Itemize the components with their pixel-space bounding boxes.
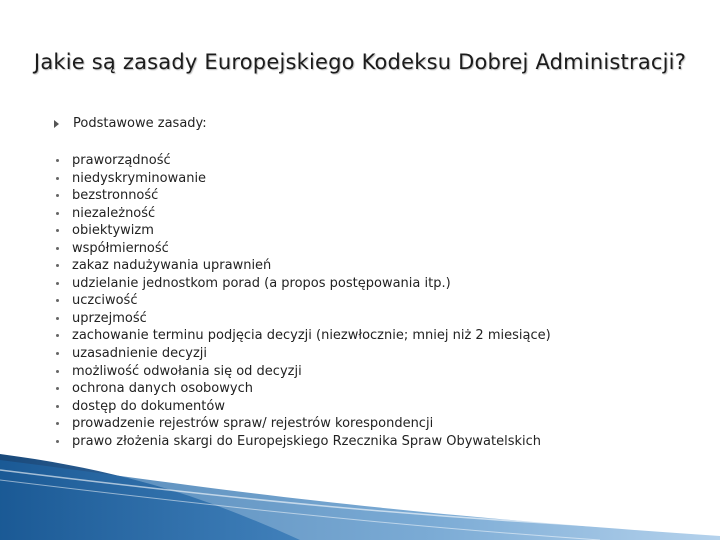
intro-text: Podstawowe zasady: [73,116,207,131]
bullet-icon [56,422,59,425]
bullet-icon [56,282,59,285]
list-item-text: zachowanie terminu podjęcia decyzji (niezwłocznie; mniej niż 2 miesiące) [72,328,551,344]
list-item-text: uczciwość [72,293,138,309]
bullet-icon [56,317,59,320]
bullet-icon [56,229,59,232]
arrow-bullet-icon [54,120,59,128]
list-item-text: prawo złożenia skargi do Europejskiego Rzecznika Spraw Obywatelskich [72,433,542,449]
bullet-icon [56,247,59,250]
bullet-icon [56,299,59,302]
list-item-text: dostęp do dokumentów [72,398,225,414]
bullet-icon [56,405,59,408]
list-item-text: współmierność [72,240,169,256]
bullet-icon [56,334,59,337]
list-item-text: uprzejmość [72,310,147,326]
bullet-icon [56,370,59,373]
list-item-text: prowadzenie rejestrów spraw/ rejestrów korespondencji [72,416,434,432]
bullet-icon [56,387,59,390]
bullet-icon [56,352,59,355]
list-item-text: niezależność [72,205,156,221]
list-item-text: obiektywizm [72,223,154,239]
list-item-text: zakaz nadużywania uprawnień [72,258,272,274]
bullet-icon [56,264,59,267]
slide-title: Jakie są zasady Europejskiego Kodeksu Dobrej Administracji? [33,50,687,74]
list-item-text: niedyskryminowanie [72,170,207,186]
list-item-text: ochrona danych osobowych [72,381,253,397]
bullet-icon [56,177,59,180]
bullet-icon [56,159,59,162]
bullet-icon [56,194,59,197]
bullet-icon [56,212,59,215]
list-item-text: praworządność [72,153,171,168]
list-item-text: bezstronność [72,188,159,204]
decorative-wave-graphic [0,440,720,540]
list-item-text: udzielanie jednostkom porad (a propos postępowania itp.) [72,275,451,291]
list-item-text: uzasadnienie decyzji [72,346,207,362]
list-item-text: możliwość odwołania się od decyzji [72,363,302,379]
